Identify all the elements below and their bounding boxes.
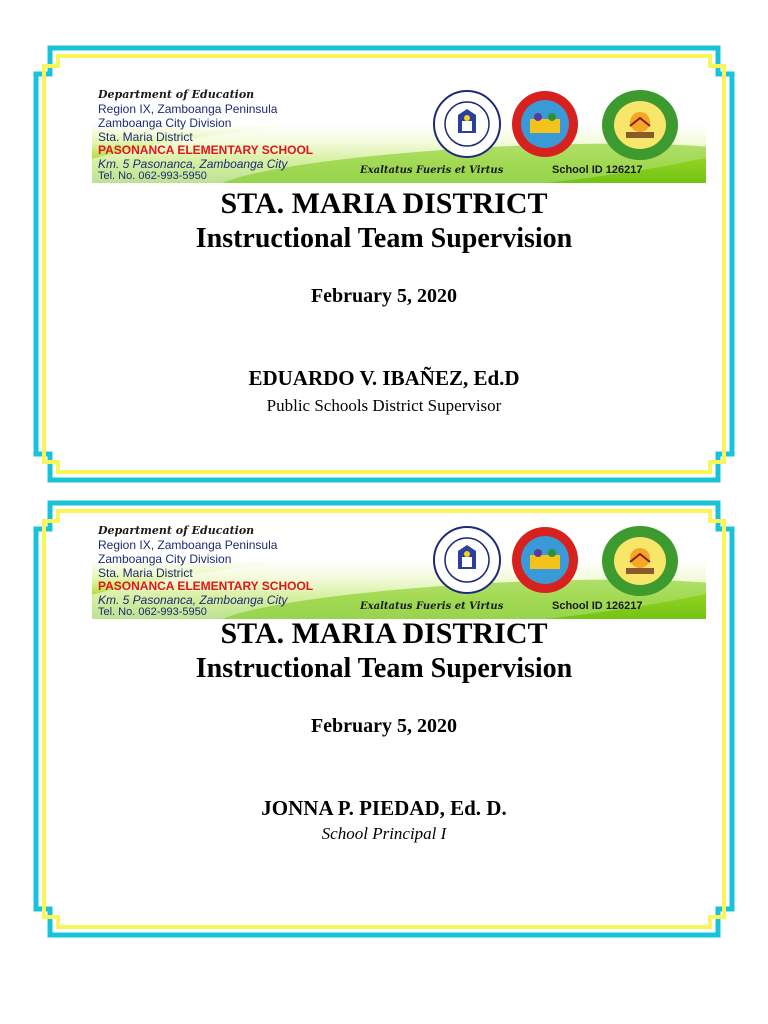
card-date: February 5, 2020: [310, 715, 458, 737]
school-seal-icon: [600, 524, 680, 598]
school-name: PASONANCA ELEMENTARY SCHOOL: [98, 143, 314, 157]
school-name: PASONANCA ELEMENTARY SCHOOL: [98, 579, 314, 593]
school-telephone: Tel. No. 062-993-5950: [98, 606, 207, 618]
card-title: STA. MARIA DISTRICT: [220, 617, 548, 650]
card-title: STA. MARIA DISTRICT: [220, 187, 548, 220]
school-telephone: Tel. No. 062-993-5950: [98, 170, 207, 182]
person-name: JONNA P. PIEDAD, Ed. D.: [261, 796, 507, 820]
district-label: Sta. Maria District: [98, 130, 193, 144]
certificate-card-1: [32, 44, 736, 484]
region-seal-icon: [510, 89, 580, 159]
school-motto: Exaltatus Fueris et Virtus: [360, 601, 504, 612]
department-label: Department of Education: [98, 524, 255, 537]
region-label: Region IX, Zamboanga Peninsula: [98, 102, 278, 116]
department-label: Department of Education: [98, 88, 255, 101]
district-label: Sta. Maria District: [98, 566, 193, 580]
school-address: Km. 5 Pasonanca, Zamboanga City: [98, 593, 288, 607]
person-position: Public Schools District Supervisor: [266, 396, 502, 415]
card-subtitle: Instructional Team Supervision: [195, 653, 573, 684]
card-date: February 5, 2020: [310, 285, 458, 307]
school-header-banner: [92, 521, 706, 619]
school-id: School ID 126217: [552, 600, 643, 612]
region-seal-icon: [510, 525, 580, 595]
person-name: EDUARDO V. IBAÑEZ, Ed.D: [248, 366, 520, 390]
certificate-card-2: [32, 499, 736, 939]
school-motto: Exaltatus Fueris et Virtus: [360, 165, 504, 176]
card-subtitle: Instructional Team Supervision: [195, 223, 573, 254]
school-seal-icon: [600, 88, 680, 162]
region-label: Region IX, Zamboanga Peninsula: [98, 538, 278, 552]
person-position: School Principal I: [321, 824, 447, 843]
deped-seal-icon: [432, 89, 502, 159]
division-label: Zamboanga City Division: [98, 552, 232, 566]
division-label: Zamboanga City Division: [98, 116, 232, 130]
school-address: Km. 5 Pasonanca, Zamboanga City: [98, 157, 288, 171]
deped-seal-icon: [432, 525, 502, 595]
school-id: School ID 126217: [552, 164, 643, 176]
school-header-banner: [92, 85, 706, 183]
